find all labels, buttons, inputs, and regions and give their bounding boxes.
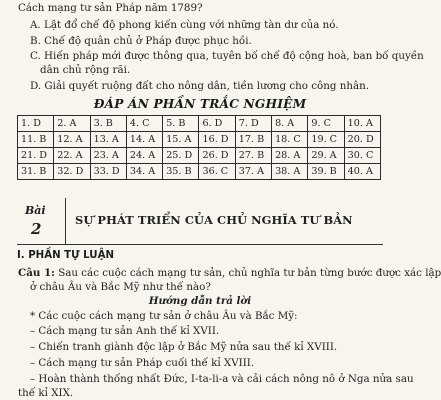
answer-cell: 24. A — [126, 148, 162, 164]
answer-cell: 14. A — [126, 132, 162, 148]
answer-row — [18, 116, 381, 132]
answer-cell: 11. B — [18, 132, 54, 148]
guide-line: – Cách mạng tư sản Pháp cuối thế kỉ XVIII. — [30, 357, 255, 369]
question-1-label: Câu 1: — [18, 267, 55, 279]
answer-cell: 1. D — [18, 116, 54, 132]
lesson-word: Bài — [25, 204, 46, 217]
answer-cell: 15. A — [163, 132, 199, 148]
guide-line: – Cách mạng tư sản Anh thế kỉ XVII. — [30, 325, 220, 337]
option-d: D. Giải quyết ruộng đất cho nông dân, tiền lương cho công nhân. — [30, 80, 370, 92]
answer-cell: 9. C — [308, 116, 344, 132]
guide-line: thế kỉ XIX. — [18, 387, 74, 399]
guide-title: Hướng dẫn trả lời — [148, 295, 252, 307]
question-1-text: Sau các cuộc cách mạng tư sản, chủ nghĩa tư bản từng bước được xác lập — [58, 267, 441, 279]
answer-cell: 31. B — [18, 164, 54, 180]
answer-cell: 25. D — [163, 148, 199, 164]
answer-cell: 17. B — [235, 132, 271, 148]
answer-cell: 26. D — [199, 148, 235, 164]
guide-line: – Chiến tranh giành độc lập ở Bắc Mỹ nửa sau thế kỉ XVIII. — [30, 341, 338, 353]
part-heading: I. PHẦN TỰ LUẬN — [17, 250, 114, 261]
answer-cell: 8. A — [272, 116, 308, 132]
answer-cell: 39. B — [308, 164, 344, 180]
answer-cell: 3. B — [90, 116, 126, 132]
question-tail: Cách mạng tư sản Pháp năm 1789? — [18, 2, 203, 14]
option-a: A. Lật đổ chế độ phong kiến cùng với những tàn dư của nó. — [30, 19, 339, 31]
option-c: C. Hiến pháp mới được thông qua, tuyên bố chế độ cộng hoà, ban bố quyền — [30, 50, 424, 62]
answer-cell: 20. D — [344, 132, 380, 148]
answer-cell: 30. C — [344, 148, 380, 164]
answer-key-table — [17, 115, 381, 180]
answer-cell: 12. A — [54, 132, 90, 148]
answer-cell: 38. A — [272, 164, 308, 180]
answer-key-title: ĐÁP ÁN PHẦN TRẮC NGHIỆM — [93, 97, 307, 111]
lesson-number: 2 — [31, 220, 42, 238]
question-1 — [18, 266, 441, 280]
answer-cell: 6. D — [199, 116, 235, 132]
lesson-number-box — [17, 198, 66, 244]
option-c-continued: dân chủ rộng rãi. — [40, 64, 131, 76]
answer-row — [18, 164, 381, 180]
answer-cell: 40. A — [344, 164, 380, 180]
answer-cell: 37. A — [235, 164, 271, 180]
answer-cell: 29. A — [308, 148, 344, 164]
answer-cell: 34. A — [126, 164, 162, 180]
guide-line: * Các cuộc cách mạng tư sản ở châu Âu và Bắc Mỹ: — [30, 310, 298, 322]
answer-cell: 18. C — [272, 132, 308, 148]
question-1-text-continued: ở châu Âu và Bắc Mỹ như thế nào? — [30, 281, 211, 293]
answer-cell: 32. D — [54, 164, 90, 180]
option-b: B. Chế độ quân chủ ở Pháp được phục hồi. — [30, 35, 252, 47]
answer-row — [18, 148, 381, 164]
answer-cell: 5. B — [163, 116, 199, 132]
answer-cell: 22. A — [54, 148, 90, 164]
answer-cell: 4. C — [126, 116, 162, 132]
answer-cell: 21. D — [18, 148, 54, 164]
answer-cell: 19. C — [308, 132, 344, 148]
lesson-title: SỰ PHÁT TRIỂN CỦA CHỦ NGHĨA TƯ BẢN — [75, 213, 353, 227]
answer-cell: 2. A — [54, 116, 90, 132]
guide-line: – Hoàn thành thống nhất Đức, I-ta-li-a và cải cách nông nô ở Nga nửa sau — [30, 373, 414, 385]
answer-cell: 7. D — [235, 116, 271, 132]
answer-cell: 23. A — [90, 148, 126, 164]
answer-cell: 33. D — [90, 164, 126, 180]
answer-cell: 13. A — [90, 132, 126, 148]
answer-cell: 35. B — [163, 164, 199, 180]
answer-cell: 10. A — [344, 116, 380, 132]
answer-cell: 36. C — [199, 164, 235, 180]
answer-cell: 28. A — [272, 148, 308, 164]
answer-cell: 27. B — [235, 148, 271, 164]
answer-row — [18, 132, 381, 148]
lesson-divider — [17, 244, 383, 245]
answer-cell: 16. D — [199, 132, 235, 148]
